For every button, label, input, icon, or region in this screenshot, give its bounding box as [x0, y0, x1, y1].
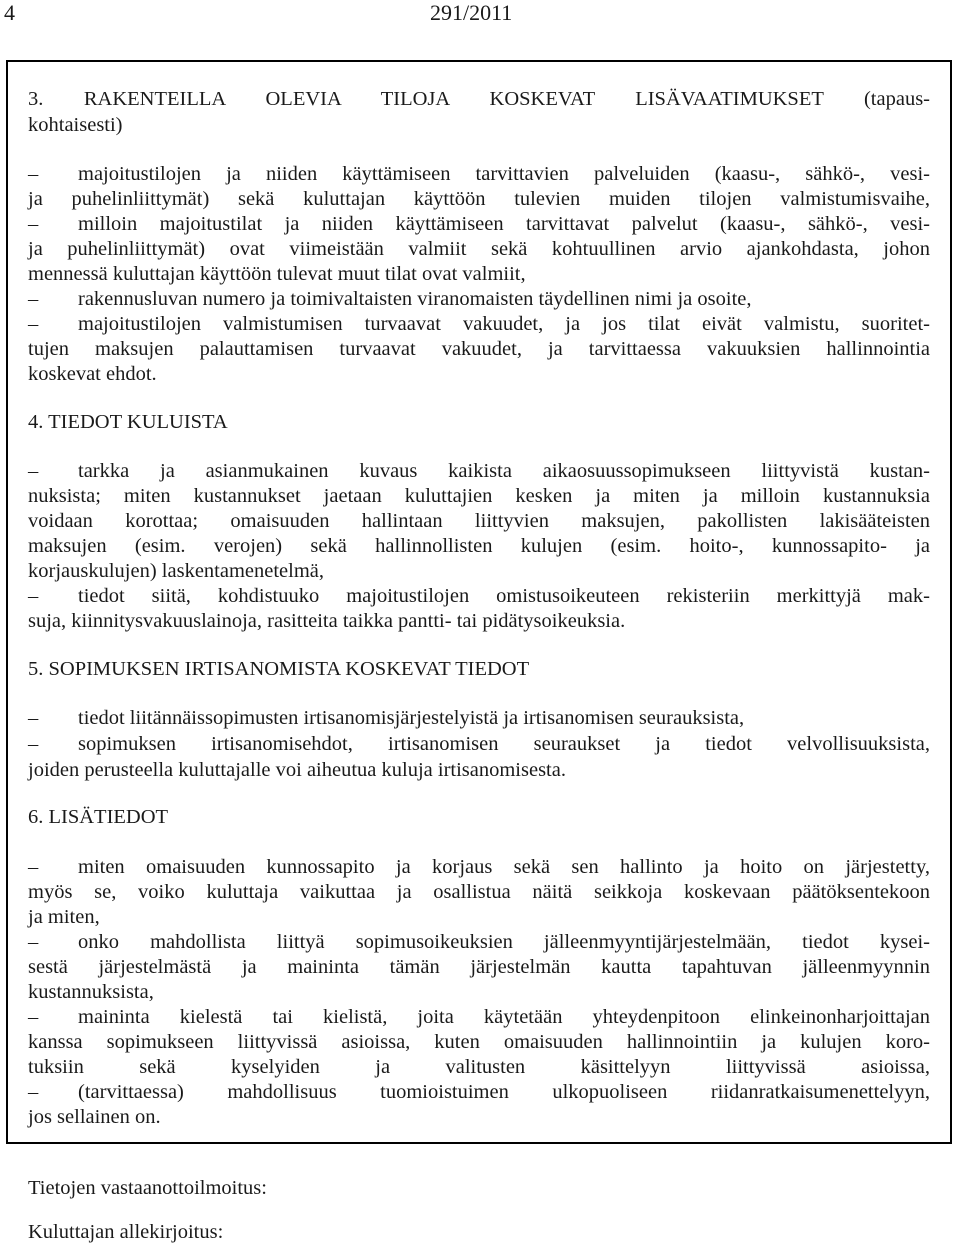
text-line [28, 361, 930, 387]
text-line [28, 483, 930, 509]
line-text: voidaan korottaa; omaisuuden hallintaan liittyvien maksujen, pakollisten lakisääteisten [28, 510, 930, 532]
line-text: jos sellainen on. [28, 1106, 161, 1128]
list-dash: – [28, 213, 39, 235]
line-text: mennessä kuluttajan käyttöön tulevat muut tilat ovat valmiit, [28, 263, 526, 285]
list-dash: – [28, 313, 39, 335]
text-line [28, 161, 930, 187]
text-line [28, 1054, 930, 1080]
text-line [28, 311, 930, 337]
list-dash: – [28, 707, 39, 729]
line-text: majoitustilojen valmistumisen turvaavat vakuudet, ja jos tilat eivät valmistu, suoritet- [78, 313, 930, 335]
line-text: tiedot liitännäissopimusten irtisanomisjärjestelyistä ja irtisanomisen seurauksista, [78, 707, 745, 729]
text-line [28, 211, 930, 237]
line-text: maininta kielestä tai kielistä, joita käytetään yhteydenpitoon elinkeinonharjoittajan [78, 1006, 930, 1028]
text-line [28, 533, 930, 559]
text-line [28, 904, 930, 930]
line-text: nuksista; miten kustannukset jaetaan kuluttajien kesken ja miten ja milloin kustannuksia [28, 485, 930, 507]
text-line [28, 558, 930, 584]
line-text: tuksiin sekä kyselyiden ja valitusten käsittelyyn liittyvissä asioissa, [28, 1056, 930, 1078]
line-text: ja puhelinliittymät) sekä kuluttajan käyttöön tulevien muiden tilojen valmistumisvaihe, [28, 188, 930, 210]
list-dash: – [28, 163, 39, 185]
list-dash: – [28, 288, 39, 310]
list-dash: – [28, 931, 39, 953]
page-number: 4 [4, 0, 15, 25]
text-line [28, 804, 930, 830]
list-dash: – [28, 733, 39, 755]
line-text: tarkka ja asianmukainen kuvaus kaikista aikaosuussopimukseen liittyvistä kustan- [78, 460, 930, 482]
text-line [28, 112, 930, 138]
line-text: myös se, voiko kuluttaja vaikuttaa ja osallistua näitä seikkoja koskevaan päätöksentekoon [28, 881, 930, 903]
text-line [28, 186, 930, 212]
text-line [28, 731, 930, 757]
line-text: sestä järjestelmästä ja maininta tämän järjestelmän kautta tapahtuvan jälleenmyynnin [28, 956, 930, 978]
line-text: 6. LISÄTIEDOT [28, 806, 169, 828]
line-text: 3. RAKENTEILLA OLEVIA TILOJA KOSKEVAT LISÄVAATIMUKSET (tapaus- [28, 88, 930, 110]
consumer-signature-label: Kuluttajan allekirjoitus: [28, 1221, 224, 1243]
text-line [28, 854, 930, 880]
line-text: tiedot siitä, kohdistuuko majoitustilojen omistusoikeuteen rekisteriin merkittyjä mak- [78, 585, 930, 607]
list-dash: – [28, 585, 39, 607]
text-line [28, 286, 930, 312]
line-text: milloin majoitustilat ja niiden käyttämiseen tarvittavat palvelut (kaasu-, sähkö-, vesi- [78, 213, 930, 235]
text-line [28, 86, 930, 112]
line-text: kustannuksista, [28, 981, 154, 1003]
list-dash: – [28, 460, 39, 482]
text-line [28, 608, 930, 634]
document-number: 291/2011 [430, 0, 513, 25]
line-text: koskevat ehdot. [28, 363, 157, 385]
line-text: miten omaisuuden kunnossapito ja korjaus sekä sen hallinto ja hoito on järjestetty, [78, 856, 930, 878]
text-line [28, 1079, 930, 1105]
text-line [28, 583, 930, 609]
line-text: sopimuksen irtisanomisehdot, irtisanomisen seuraukset ja tiedot velvollisuuksista, [78, 733, 930, 755]
list-dash: – [28, 1081, 39, 1103]
text-line [28, 1104, 930, 1130]
text-line [28, 1004, 930, 1030]
text-line [28, 705, 930, 731]
text-line [28, 954, 930, 980]
line-text: onko mahdollista liittyä sopimusoikeuksien jälleenmyyntijärjestelmään, tiedot kysei- [78, 931, 930, 953]
line-text: kanssa sopimukseen liittyvissä asioissa, kuten omaisuuden hallinnointiin ja kulujen koro- [28, 1031, 930, 1053]
text-line [28, 979, 930, 1005]
text-line [28, 929, 930, 955]
text-line [28, 236, 930, 262]
line-text: joiden perusteella kuluttajalle voi aiheutua kuluja irtisanomisesta. [28, 759, 566, 781]
text-line [28, 458, 930, 484]
text-line [28, 879, 930, 905]
line-text: ja miten, [28, 906, 100, 928]
list-dash: – [28, 1006, 39, 1028]
text-line [28, 336, 930, 362]
line-text: ja puhelinliittymät) ovat viimeistään valmiit sekä kohtuullinen arvio ajankohdasta, johon [28, 238, 930, 260]
text-line [28, 757, 930, 783]
line-text: korjauskulujen) laskentamenetelmä, [28, 560, 325, 582]
line-text: maksujen (esim. verojen) sekä hallinnollisten kulujen (esim. hoito-, kunnossapito- ja [28, 535, 930, 557]
line-text: rakennusluvan numero ja toimivaltaisten viranomaisten täydellinen nimi ja osoite, [78, 288, 752, 310]
receipt-acknowledgement-label: Tietojen vastaanottoilmoitus: [28, 1177, 267, 1199]
line-text: (tarvittaessa) mahdollisuus tuomioistuimen ulkopuoliseen riidanratkaisumenettelyyn, [78, 1081, 930, 1103]
line-text: kohtaisesti) [28, 114, 123, 136]
line-text: 5. SOPIMUKSEN IRTISANOMISTA KOSKEVAT TIEDOT [28, 658, 530, 680]
line-text: majoitustilojen ja niiden käyttämiseen tarvittavien palveluiden (kaasu-, sähkö-, vesi- [78, 163, 930, 185]
text-line [28, 1029, 930, 1055]
list-dash: – [28, 856, 39, 878]
line-text: suja, kiinnitysvakuuslainoja, rasitteita taikka pantti- tai pidätysoikeuksia. [28, 610, 626, 632]
text-line [28, 409, 930, 435]
text-line [28, 261, 930, 287]
text-line [28, 656, 930, 682]
line-text: 4. TIEDOT KULUISTA [28, 411, 228, 433]
text-line [28, 508, 930, 534]
line-text: tujen maksujen palauttamisen turvaavat vakuudet, ja tarvittaessa vakuuksien hallinnointia [28, 338, 930, 360]
